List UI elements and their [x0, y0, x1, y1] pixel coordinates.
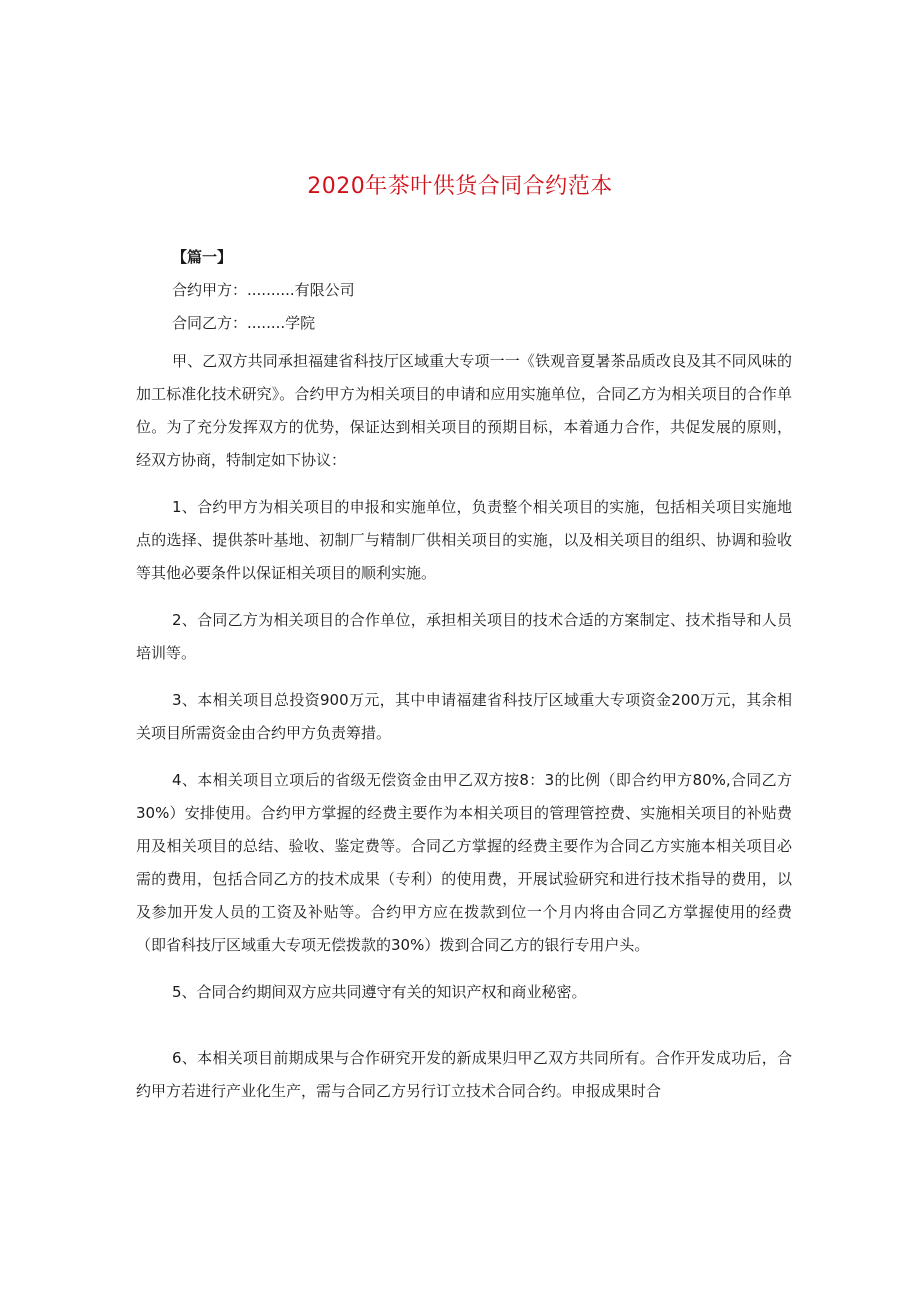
party-a-line: 合约甲方：..........有限公司 — [172, 281, 355, 299]
clause-2: 2、合同乙方为相关项目的合作单位，承担相关项目的技术合适的方案制定、技术指导和人员培训等。 — [136, 611, 792, 662]
party-b-line: 合同乙方：........学院 — [172, 314, 316, 332]
clause-5: 5、合同合约期间双方应共同遵守有关的知识产权和商业秘密。 — [172, 983, 587, 1001]
clause-3: 3、本相关项目总投资900万元，其中申请福建省科技厅区域重大专项资金200万元，其余相关项目所需资金由合约甲方负责筹措。 — [136, 691, 792, 742]
clause-4: 4、本相关项目立项后的省级无偿资金由甲乙双方按8：3的比例（即合约甲方80%,合同乙方30%）安排使用。合约甲方掌握的经费主要作为本相关项目的管理管控费、实施相关项目的补贴费用及相关项目的总结、验收、鉴定费等。合同乙方掌握的经费主要作为合同乙方实施本相关项目必需的费用，包括合同乙方的技术成果（专利）的使用费，开展试验研究和进行技术指导的费用，以及参加开发人员的工资及补贴等。合约甲方应在拨款到位一个月内将由合同乙方掌握使用的经费（即省科技厅区域重大专项无偿拨款的30%）拨到合同乙方的银行专用户头。 — [136, 771, 792, 954]
document-body — [136, 246, 792, 1108]
document-title: 2020年茶叶供货合同合约范本 — [307, 174, 613, 199]
clause-6: 6、本相关项目前期成果与合作研究开发的新成果归甲乙双方共同所有。合作开发成功后，合约甲方若进行产业化生产，需与合同乙方另行订立技术合同合约。申报成果时合 — [136, 1049, 792, 1100]
clause-1: 1、合约甲方为相关项目的申报和实施单位，负责整个相关项目的实施，包括相关项目实施地点的选择、提供茶叶基地、初制厂与精制厂供相关项目的实施，以及相关项目的组织、协调和验收等其他必要条件以保证相关项目的顺利实施。 — [136, 498, 792, 582]
paragraph-intro: 甲、乙双方共同承担福建省科技厅区域重大专项一一《铁观音夏暑茶品质改良及其不同风味的加工标准化技术研究》。合约甲方为相关项目的申请和应用实施单位，合同乙方为相关项目的合作单位。为了充分发挥双方的优势，保证达到相关项目的预期目标，本着通力合作，共促发展的原则，经双方协商，特制定如下协议： — [136, 352, 792, 469]
section-heading: 【篇一】 — [172, 248, 233, 266]
